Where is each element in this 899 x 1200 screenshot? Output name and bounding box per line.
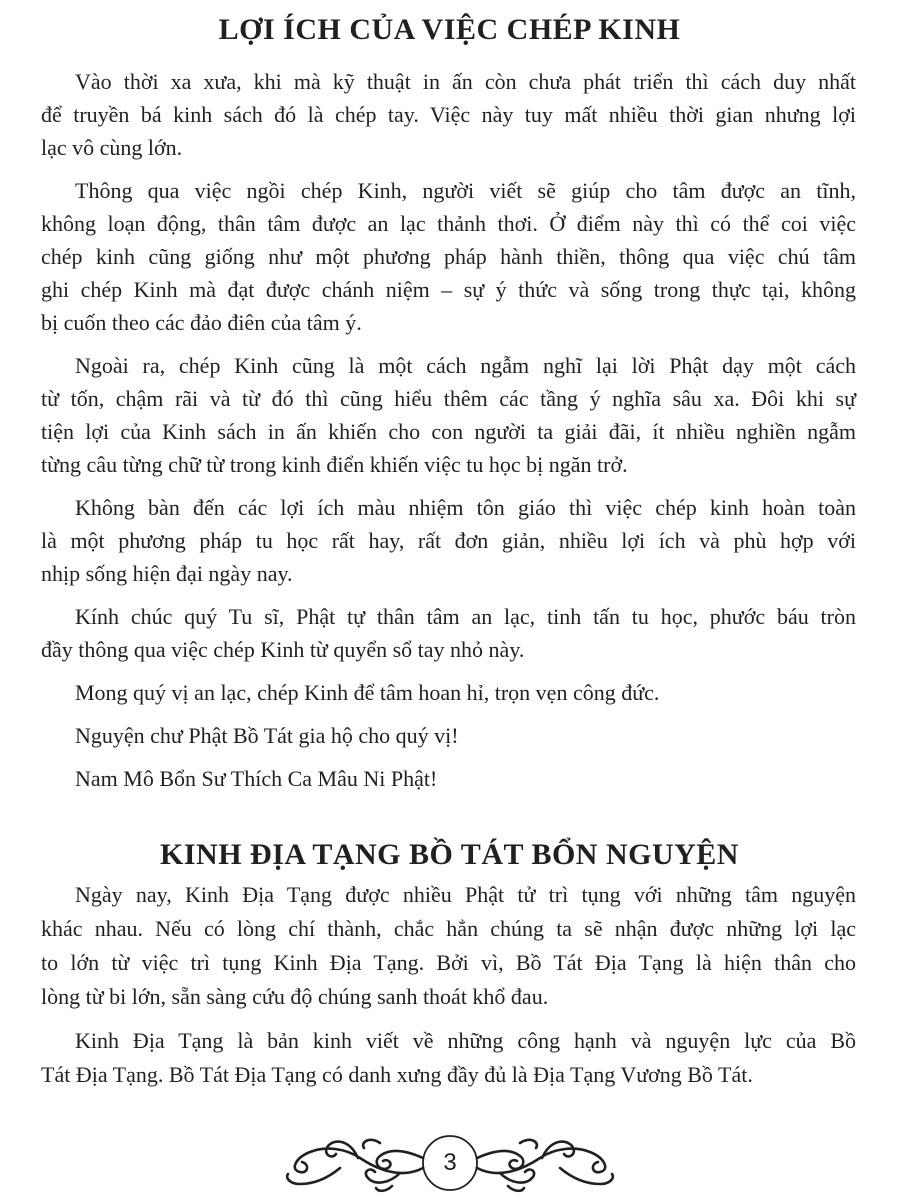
text-line: khác nhau. Nếu có lòng chí thành, chắc hẳn chúng ta sẽ nhận được những lợi lạc [41, 916, 856, 941]
text-line: lạc vô cùng lớn. [41, 135, 183, 160]
text-line: Vào thời xa xưa, khi mà kỹ thuật in ấn còn chưa phát triển thì cách duy nhất [75, 69, 856, 94]
text-line: nhịp sống hiện đại ngày nay. [41, 561, 293, 586]
text-line: từng câu từng chữ từ trong kinh điển khiến việc tu học bị ngăn trở. [41, 452, 628, 477]
text-line: để truyền bá kinh sách đó là chép tay. Việc này tuy mất nhiều thời gian nhưng lợi [41, 102, 856, 127]
text-line: ghi chép Kinh mà đạt được chánh niệm – sự ý thức và sống trong thực tại, không [41, 277, 856, 302]
text-line: Nguyện chư Phật Bồ Tát gia hộ cho quý vị! [75, 723, 459, 748]
text-line: tiện lợi của Kinh sách in ấn khiến cho con người ta giải đãi, ít nhiều nghiền ngẫm [41, 419, 856, 444]
paragraph [41, 878, 856, 1014]
text-line: Kính chúc quý Tu sĩ, Phật tự thân tâm an lạc, tinh tấn tu học, phước báu tròn [75, 604, 856, 629]
section-title-benefits: LỢI ÍCH CỦA VIỆC CHÉP KINH [218, 13, 681, 46]
paragraph [41, 719, 856, 752]
text-line: Mong quý vị an lạc, chép Kinh để tâm hoan hỉ, trọn vẹn công đức. [75, 680, 660, 705]
text-line: to lớn từ việc trì tụng Kinh Địa Tạng. Bởi vì, Bồ Tát Địa Tạng là hiện thân cho [41, 950, 856, 975]
section-body-benefits [41, 65, 856, 805]
text-line: Kinh Địa Tạng là bản kinh viết về những công hạnh và nguyện lực của Bồ [75, 1028, 856, 1053]
section-title-dia-tang: KINH ĐỊA TẠNG BỒ TÁT BỔN NGUYỆN [160, 838, 739, 871]
text-line: đầy thông qua việc chép Kinh từ quyển sổ tay nhỏ này. [41, 637, 525, 662]
paragraph [41, 1024, 856, 1092]
text-line: lòng từ bi lớn, sẵn sàng cứu độ chúng sanh thoát khổ đau. [41, 984, 549, 1009]
text-line: chép kinh cũng giống như một phương pháp hành thiền, thông qua việc chú tâm [41, 244, 856, 269]
text-line: không loạn động, thân tâm được an lạc thảnh thơi. Ở điểm này thì có thể coi việc [41, 211, 856, 236]
paragraph [41, 676, 856, 709]
text-line: Ngoài ra, chép Kinh cũng là một cách ngẫm nghĩ lại lời Phật dạy một cách [75, 353, 856, 378]
paragraph [41, 65, 856, 164]
section-body-dia-tang [41, 878, 856, 1102]
text-line: từ tốn, chậm rãi và từ đó thì cũng hiểu thêm các tầng ý nghĩa sâu xa. Đôi khi sự [41, 386, 856, 411]
paragraph [41, 762, 856, 795]
paragraph [41, 349, 856, 481]
text-line: là một phương pháp tu học rất hay, rất đơn giản, nhiều lợi ích và phù hợp với [41, 528, 856, 553]
text-line: Tát Địa Tạng. Bồ Tát Địa Tạng có danh xưng đầy đủ là Địa Tạng Vương Bồ Tát. [41, 1062, 753, 1087]
text-line: Nam Mô Bổn Sư Thích Ca Mâu Ni Phật! [75, 766, 438, 791]
paragraph [41, 491, 856, 590]
paragraph [41, 174, 856, 339]
page-number: 3 [443, 1149, 457, 1176]
text-line: Không bàn đến các lợi ích màu nhiệm tôn giáo thì việc chép kinh hoàn toàn [75, 495, 856, 520]
text-line: Thông qua việc ngồi chép Kinh, người viết sẽ giúp cho tâm được an tĩnh, [75, 178, 856, 203]
text-line: bị cuốn theo các đảo điên của tâm ý. [41, 310, 362, 335]
paragraph [41, 600, 856, 666]
text-line: Ngày nay, Kinh Địa Tạng được nhiều Phật tử trì tụng với những tâm nguyện [75, 882, 856, 907]
